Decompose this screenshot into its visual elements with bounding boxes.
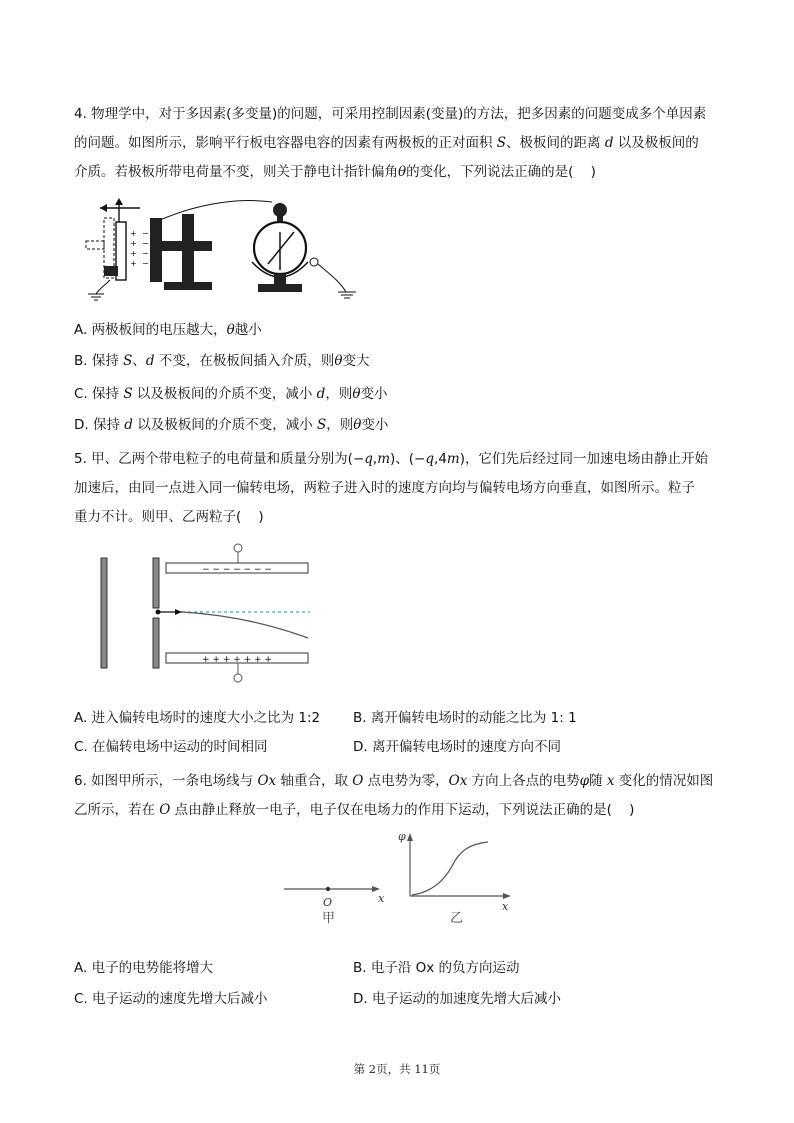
- svg-text:−: −: [142, 249, 149, 258]
- q5-bottom-plate-charges: + + + + + + +: [202, 655, 272, 665]
- q5-stem-line-1: 5. 甲、乙两个带电粒子的电荷量和质量分别为(−q,m)、(−q,4m)，它们先后经过同一加速电场由静止开始: [74, 451, 709, 467]
- q4-stem-line-1: 4. 物理学中，对于多因素(多变量)的问题，可采用控制因素(变量)的方法，把多因素的问题变成多个单因素: [74, 106, 707, 122]
- q6-option-a: A. 电子的电势能将增大: [74, 960, 214, 976]
- jia-axis-label: x: [378, 892, 385, 905]
- jia-caption: 甲: [322, 911, 336, 926]
- svg-text:+: +: [130, 229, 137, 238]
- q6-option-d: D. 电子运动的加速度先增大后减小: [353, 991, 561, 1007]
- svg-text:+: +: [130, 259, 137, 268]
- q4-stem-line-3: 介质。若极板所带电荷量不变，则关于静电计指针偏角θ的变化，下列说法正确的是( ): [74, 164, 596, 180]
- q4-option-d: D. 保持 d 以及极板间的介质不变，减小 S，则θ变小: [74, 417, 389, 433]
- svg-text:−: −: [142, 229, 149, 238]
- svg-text:−: −: [142, 239, 149, 248]
- q5-option-b: B. 离开偏转电场时的动能之比为 1: 1: [353, 710, 577, 726]
- yi-x-axis-label: x: [502, 900, 509, 913]
- q4-option-c: C. 保持 S 以及极板间的介质不变，减小 d，则θ变小: [74, 386, 388, 402]
- q5-top-plate-charges: − − − − − − −: [202, 565, 272, 575]
- jia-origin-label: O: [323, 896, 333, 909]
- q4-stem-line-2: 的问题。如图所示，影响平行板电容器电容的因素有两极板的正对面积 S、极板间的距离 d 以及极板间的: [74, 135, 699, 151]
- svg-text:+: +: [130, 239, 137, 248]
- q5-option-a: A. 进入偏转电场时的速度大小之比为 1:2: [74, 710, 321, 726]
- q4-option-a: A. 两极板间的电压越大，θ越小: [74, 322, 262, 338]
- q6-option-b: B. 电子沿 Ox 的负方向运动: [353, 960, 520, 976]
- q5-deflection-figure: [98, 540, 316, 686]
- q6-potential-figure: [282, 826, 514, 936]
- q5-stem-line-3: 重力不计。则甲、乙两粒子( ): [74, 509, 264, 525]
- svg-text:−: −: [142, 259, 149, 268]
- yi-caption: 乙: [450, 911, 464, 926]
- q4-option-b: B. 保持 S、d 不变，在极板间插入介质，则θ变大: [74, 353, 370, 369]
- yi-y-axis-label: φ: [398, 830, 406, 843]
- q6-option-c: C. 电子运动的速度先增大后减小: [74, 991, 268, 1007]
- q5-option-d: D. 离开偏转电场时的速度方向不同: [353, 739, 561, 755]
- q5-stem-line-2: 加速后，由同一点进入同一偏转电场，两粒子进入时的速度方向均与偏转电场方向垂直，如图所示。粒子: [74, 480, 695, 496]
- q4-capacitor-figure: [82, 196, 362, 308]
- page-footer: 第 2页，共 11页: [353, 1062, 441, 1076]
- svg-text:+: +: [130, 249, 137, 258]
- q5-option-c: C. 在偏转电场中运动的时间相同: [74, 739, 268, 755]
- q6-stem-line-2: 乙所示，若在 O 点由静止释放一电子，电子仅在电场力的作用下运动，下列说法正确的是( ): [74, 802, 635, 818]
- q6-stem-line-1: 6. 如图甲所示，一条电场线与 Ox 轴重合，取 O 点电势为零，Ox 方向上各点的电势φ随 x 变化的情况如图: [74, 773, 714, 789]
